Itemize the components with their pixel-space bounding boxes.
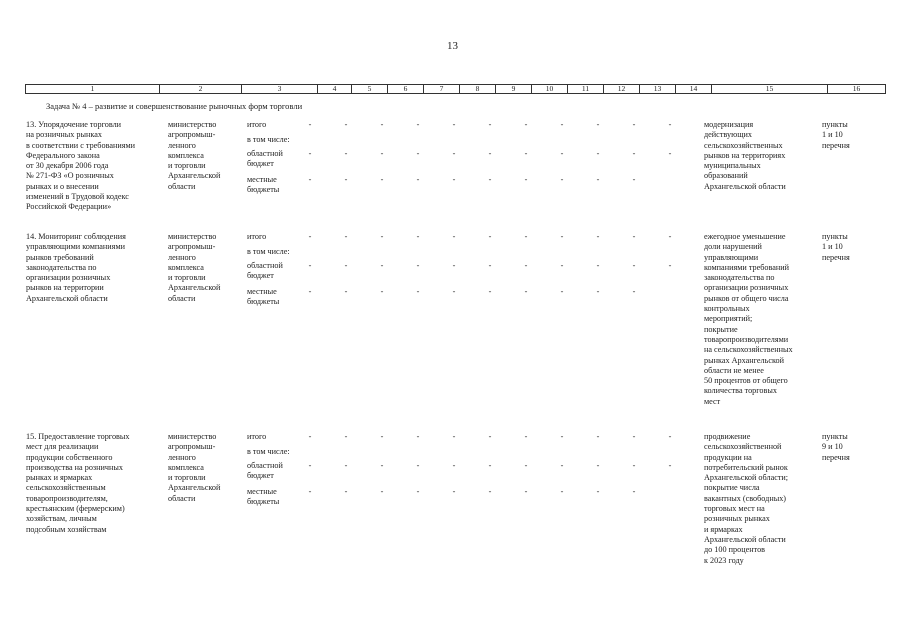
amount-cell: -	[632, 432, 636, 441]
source-local-budgets: местные бюджеты	[247, 487, 280, 507]
executor: министерство агропромыш- ленного комплекса и торговли Архангельской области	[168, 232, 221, 303]
amount-cell: -	[632, 487, 636, 496]
source-including: в том числе:	[247, 135, 290, 144]
amount-cell: -	[308, 487, 312, 496]
amount-cell: -	[344, 487, 348, 496]
amount-cell: -	[380, 432, 384, 441]
amount-cell: -	[560, 487, 564, 496]
amount-cell: -	[596, 232, 600, 241]
amount-cell: -	[380, 487, 384, 496]
amount-cell: -	[488, 261, 492, 270]
col-header: 7	[424, 85, 460, 94]
list-points: пункты 9 и 10 перечня	[822, 432, 850, 462]
measure-name: 13. Упорядочение торговли на розничных рынках в соответствии с требованиями Федерального закона от 30 декабря 2006 года № 271-ФЗ «О розничных рынках и о внесении изменений в Трудовой кодекс Российской Федерации»	[26, 120, 136, 212]
col-header: 12	[604, 85, 640, 94]
amount-cell: -	[416, 432, 420, 441]
source-including: в том числе:	[247, 447, 290, 456]
amount-cell: -	[488, 149, 492, 158]
col-header: 5	[352, 85, 388, 94]
amount-cell: -	[632, 149, 636, 158]
col-header: 14	[676, 85, 712, 94]
amount-cell: -	[668, 432, 672, 441]
amount-cell: -	[380, 120, 384, 129]
amount-cell: -	[596, 175, 600, 184]
amount-cell: -	[308, 175, 312, 184]
amount-cell: -	[560, 120, 564, 129]
amount-cell: -	[488, 175, 492, 184]
amount-cell: -	[416, 287, 420, 296]
amount-cell: -	[560, 232, 564, 241]
amount-cell: -	[596, 120, 600, 129]
amount-cell: -	[488, 287, 492, 296]
amount-cell: -	[560, 432, 564, 441]
amount-cell: -	[524, 461, 528, 470]
amount-cell: -	[344, 149, 348, 158]
amount-cell: -	[344, 461, 348, 470]
col-header: 13	[640, 85, 676, 94]
amount-cell: -	[416, 175, 420, 184]
amount-cell: -	[452, 287, 456, 296]
col-header: 2	[160, 85, 242, 94]
amount-cell: -	[380, 232, 384, 241]
amount-cell: -	[524, 261, 528, 270]
amount-cell: -	[344, 232, 348, 241]
amount-cell: -	[344, 261, 348, 270]
amount-cell: -	[488, 232, 492, 241]
amount-cell: -	[560, 175, 564, 184]
amount-cell: -	[632, 287, 636, 296]
source-regional-budget: областной бюджет	[247, 461, 283, 481]
amount-cell: -	[596, 261, 600, 270]
amount-cell: -	[668, 461, 672, 470]
executor: министерство агропромыш- ленного комплекса и торговли Архангельской области	[168, 432, 221, 503]
list-points: пункты 1 и 10 перечня	[822, 232, 850, 262]
amount-cell: -	[308, 287, 312, 296]
col-header: 16	[828, 85, 886, 94]
col-header: 10	[532, 85, 568, 94]
amount-cell: -	[596, 287, 600, 296]
col-header: 6	[388, 85, 424, 94]
source-total: итого	[247, 232, 267, 241]
amount-cell: -	[416, 487, 420, 496]
amount-cell: -	[380, 287, 384, 296]
amount-cell: -	[380, 175, 384, 184]
amount-cell: -	[452, 261, 456, 270]
col-header: 15	[712, 85, 828, 94]
amount-cell: -	[344, 432, 348, 441]
col-header: 9	[496, 85, 532, 94]
amount-cell: -	[524, 120, 528, 129]
amount-cell: -	[416, 120, 420, 129]
amount-cell: -	[596, 432, 600, 441]
amount-cell: -	[596, 149, 600, 158]
amount-cell: -	[308, 432, 312, 441]
amount-cell: -	[488, 461, 492, 470]
amount-cell: -	[452, 120, 456, 129]
amount-cell: -	[560, 149, 564, 158]
col-header: 8	[460, 85, 496, 94]
amount-cell: -	[632, 232, 636, 241]
amount-cell: -	[308, 149, 312, 158]
amount-cell: -	[488, 120, 492, 129]
amount-cell: -	[344, 120, 348, 129]
executor: министерство агропромыш- ленного комплекса и торговли Архангельской области	[168, 120, 221, 191]
source-including: в том числе:	[247, 247, 290, 256]
amount-cell: -	[632, 461, 636, 470]
amount-cell: -	[668, 232, 672, 241]
amount-cell: -	[452, 461, 456, 470]
amount-cell: -	[416, 149, 420, 158]
amount-cell: -	[344, 287, 348, 296]
amount-cell: -	[524, 175, 528, 184]
amount-cell: -	[560, 261, 564, 270]
amount-cell: -	[308, 261, 312, 270]
amount-cell: -	[596, 487, 600, 496]
amount-cell: -	[416, 232, 420, 241]
expected-result: продвижение сельскохозяйственной продукции на потребительский рынок Архангельской области; покрытие числа вакантных (свободных) торговых мест на розничных рынках и ярмарках Архангельской области до 100 процентов к 2023 году	[704, 432, 789, 565]
amount-cell: -	[380, 261, 384, 270]
amount-cell: -	[668, 261, 672, 270]
amount-cell: -	[488, 432, 492, 441]
amount-cell: -	[452, 149, 456, 158]
amount-cell: -	[488, 487, 492, 496]
amount-cell: -	[560, 287, 564, 296]
amount-cell: -	[632, 120, 636, 129]
amount-cell: -	[416, 261, 420, 270]
source-local-budgets: местные бюджеты	[247, 287, 280, 307]
list-points: пункты 1 и 10 перечня	[822, 120, 850, 150]
measure-name: 15. Предоставление торговых мест для реализации продукции собственного производства на розничных рынках и ярмарках сельскохозяйственным товаропроизводителям, крестьянским (фермерским) хозяйствам, личным подсобным хозяйствам	[26, 432, 130, 534]
amount-cell: -	[452, 487, 456, 496]
amount-cell: -	[560, 461, 564, 470]
amount-cell: -	[632, 261, 636, 270]
amount-cell: -	[380, 149, 384, 158]
col-header: 4	[318, 85, 352, 94]
amount-cell: -	[452, 232, 456, 241]
amount-cell: -	[524, 287, 528, 296]
amount-cell: -	[524, 232, 528, 241]
amount-cell: -	[308, 461, 312, 470]
amount-cell: -	[344, 175, 348, 184]
amount-cell: -	[596, 461, 600, 470]
amount-cell: -	[452, 175, 456, 184]
col-header: 3	[242, 85, 318, 94]
task-title: Задача № 4 – развитие и совершенствование рыночных форм торговли	[46, 101, 303, 111]
col-header: 11	[568, 85, 604, 94]
source-regional-budget: областной бюджет	[247, 261, 283, 281]
amount-cell: -	[308, 232, 312, 241]
expected-result: модернизация действующих сельскохозяйственных рынков на территориях муниципальных образований Архангельской области	[704, 120, 786, 191]
amount-cell: -	[416, 461, 420, 470]
amount-cell: -	[524, 149, 528, 158]
source-local-budgets: местные бюджеты	[247, 175, 280, 195]
source-regional-budget: областной бюджет	[247, 149, 283, 169]
amount-cell: -	[668, 120, 672, 129]
column-number-header	[25, 84, 886, 94]
measure-name: 14. Мониторинг соблюдения управляющими компаниями рынков требований законодательства по организации розничных рынков на территории Архангельской области	[26, 232, 126, 303]
source-total: итого	[247, 120, 267, 129]
expected-result: ежегодное уменьшение доли нарушений управляющими компаниями требований законодательства по организации розничных рынков от общего числа контрольных мероприятий; покрытие товаропроизводителями на сельскохозяйственных рынках Архангельской области не менее 50 процентов от общего количества торговых мест	[704, 232, 793, 406]
amount-cell: -	[452, 432, 456, 441]
amount-cell: -	[524, 432, 528, 441]
amount-cell: -	[524, 487, 528, 496]
amount-cell: -	[632, 175, 636, 184]
amount-cell: -	[308, 120, 312, 129]
amount-cell: -	[380, 461, 384, 470]
col-header: 1	[26, 85, 160, 94]
page-number: 13	[447, 40, 458, 52]
amount-cell: -	[668, 149, 672, 158]
source-total: итого	[247, 432, 267, 441]
